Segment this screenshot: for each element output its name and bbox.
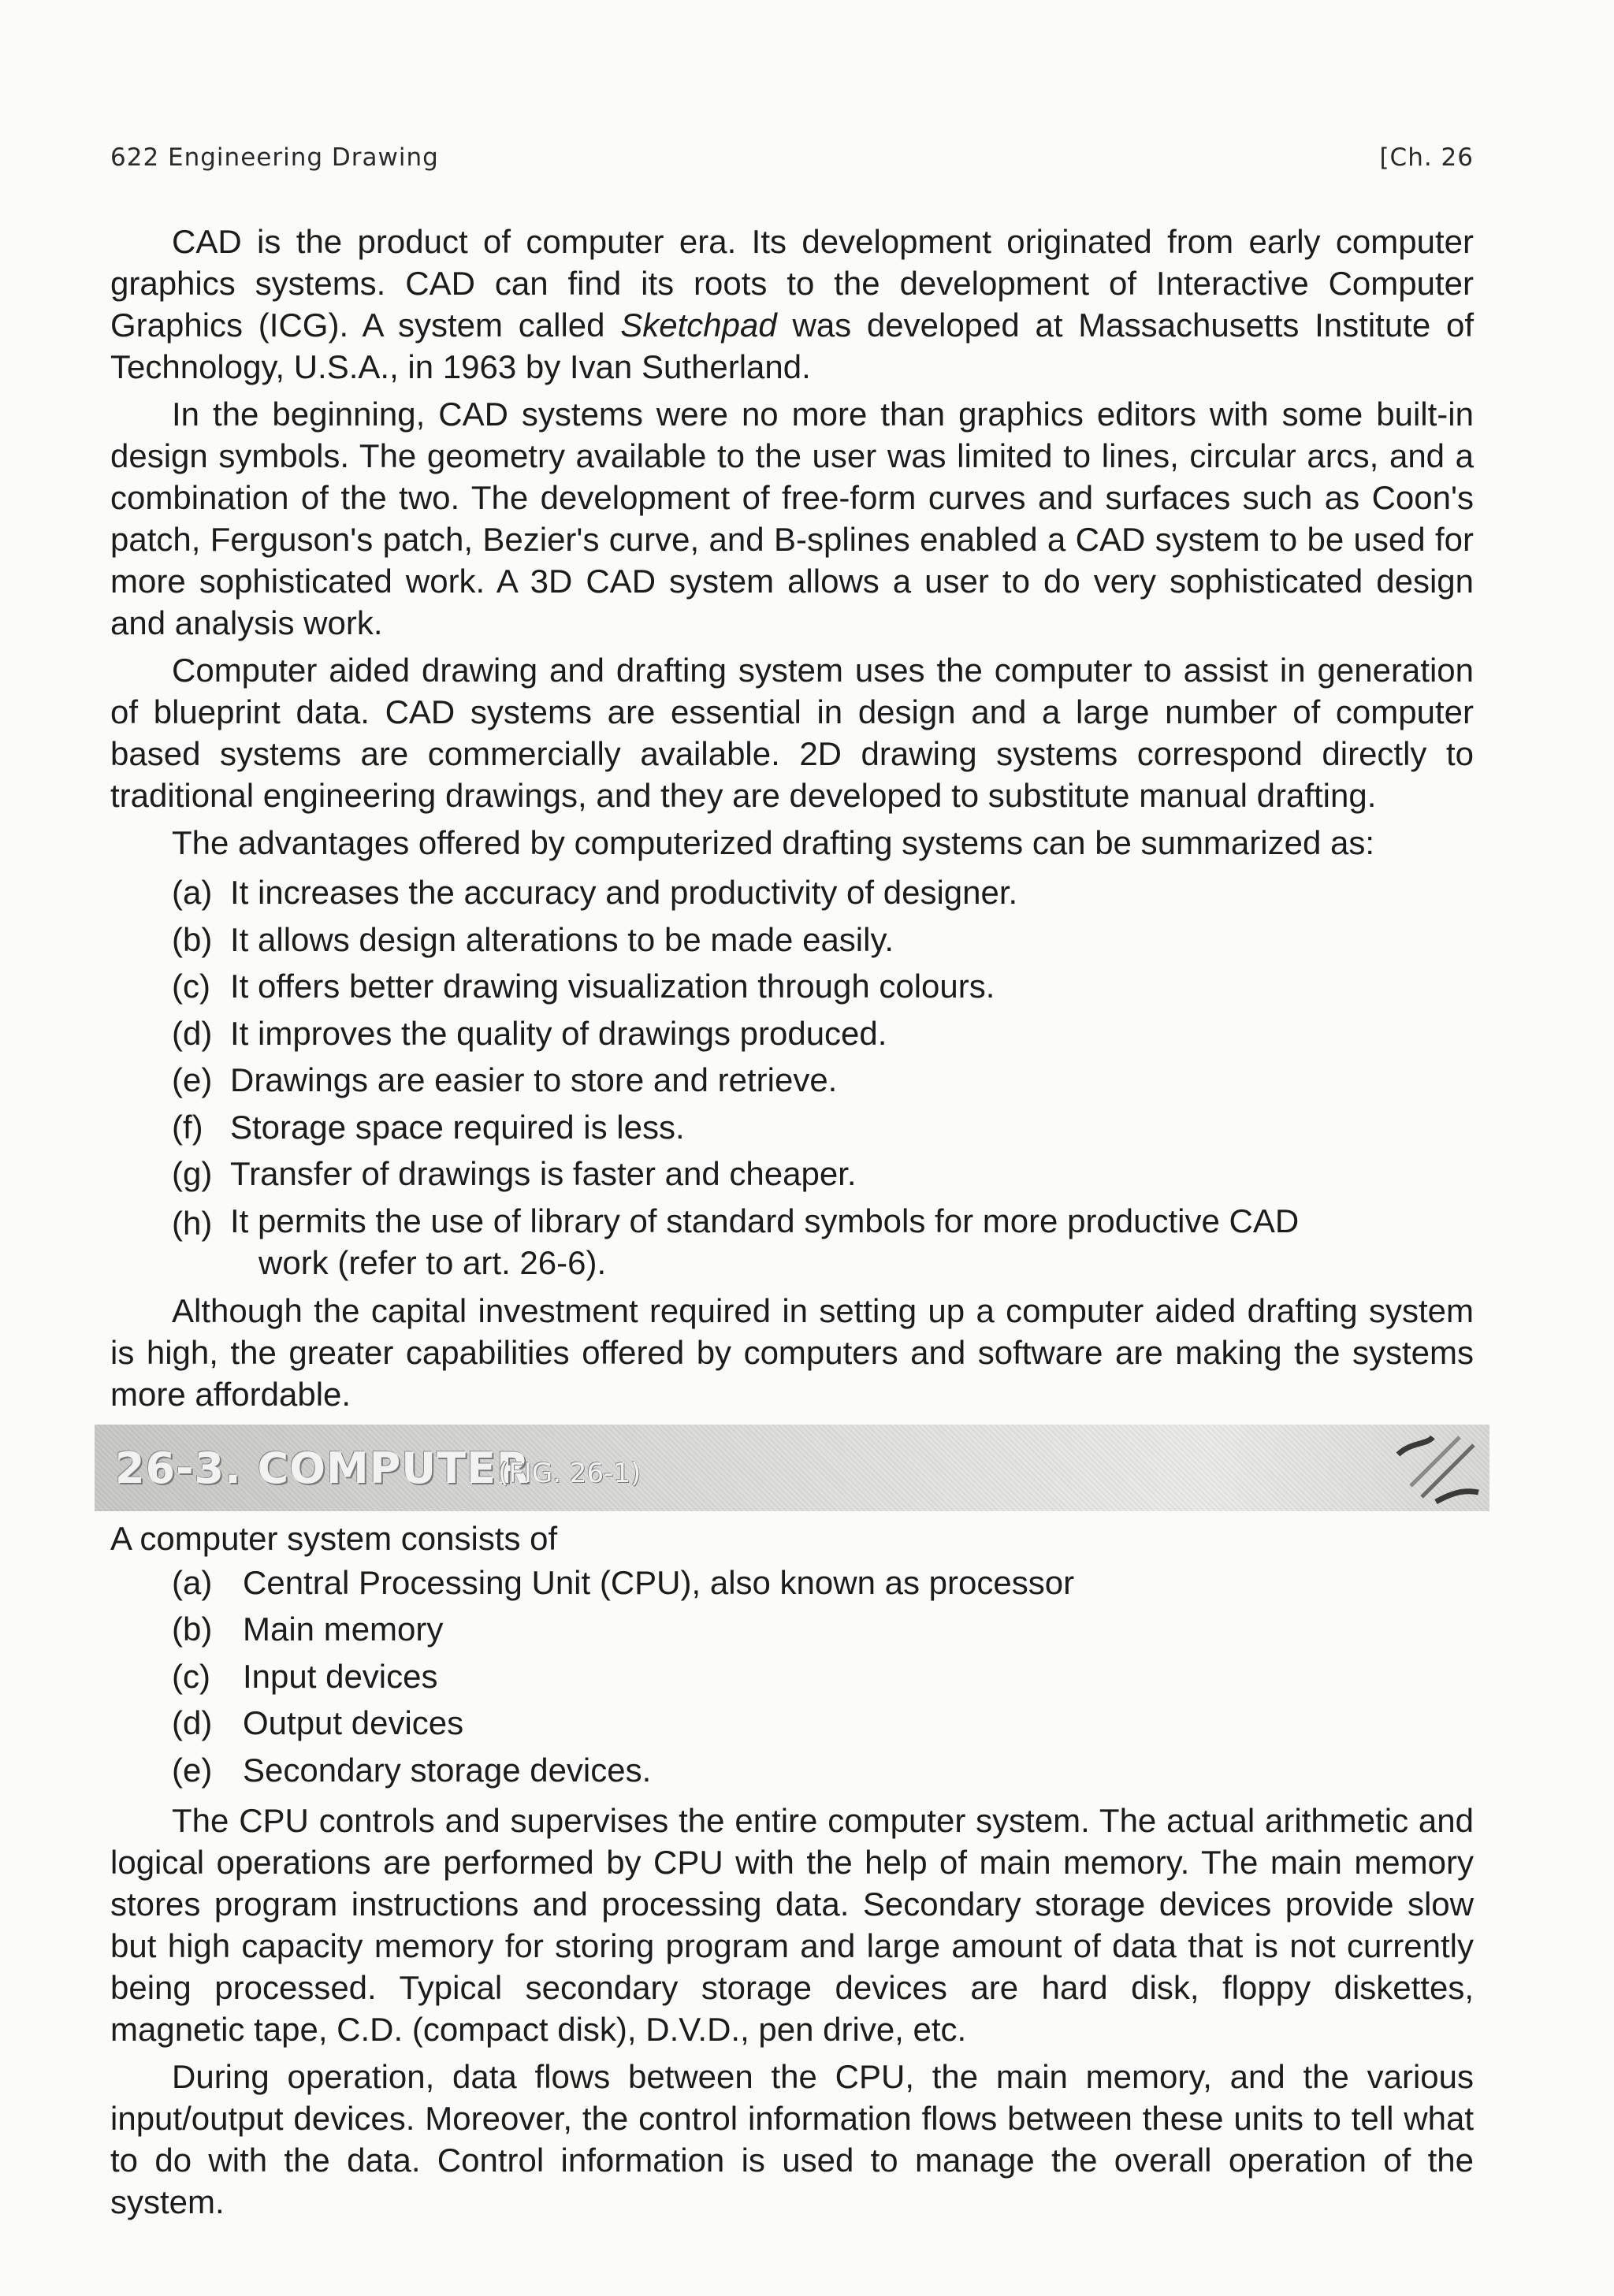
paragraph-cpu: The CPU controls and supervises the entire computer system. The actual arithmetic and logical operations are performed by CPU with the help of main memory. The main memory stores program instructions and processing data. Secondary storage devices provide slow but high capacity memory for storing program and large amount of data that is not currently being processed. Typical secondary storage devices are hard disk, floppy diskettes, magnetic tape, C.D. (compact disk), D.V.D., pen drive, etc. <box>110 1802 1474 2048</box>
page-number-title: 622 Engineering Drawing <box>110 143 439 172</box>
list-item <box>110 1653 1474 1700</box>
list-marker: (b) <box>172 1611 213 1648</box>
list-item-text: It offers better drawing visualization through colours. <box>230 968 995 1005</box>
list-marker: (d) <box>172 1014 213 1052</box>
paragraph-cad-origin <box>110 221 1474 388</box>
paragraph-data-flow: During operation, data flows between the CPU, the main memory, and the various input/output devices. Moreover, the control information flows between these units to tell what to do with the data. Control information is used to manage the overall operation of the system. <box>110 2058 1474 2220</box>
list-item-text: Secondary storage devices. <box>243 1751 652 1789</box>
list-item <box>110 1057 1474 1104</box>
list-item-text: Main memory <box>243 1611 444 1648</box>
paragraph-text: was developed at Massachusetts Institute of Technology, U.S.A., in 1963 by Ivan Sutherland. <box>110 307 1474 385</box>
list-marker: (c) <box>172 1657 210 1695</box>
list-marker: (a) <box>172 874 213 911</box>
list-item <box>110 1010 1474 1057</box>
list-item-text: Output devices <box>243 1704 464 1741</box>
list-item-text: Transfer of drawings is faster and cheaper. <box>230 1155 857 1192</box>
list-item-continuation: work (refer to art. 26-6). <box>258 1243 607 1281</box>
figure-reference: (FIG. 26-1) <box>498 1457 642 1489</box>
list-item-text: It improves the quality of drawings produced. <box>230 1014 887 1052</box>
list-item <box>110 1606 1474 1653</box>
list-item <box>110 1700 1474 1747</box>
list-item-text: Central Processing Unit (CPU), also known as processor <box>243 1563 1075 1601</box>
list-item <box>110 1559 1474 1607</box>
list-marker: (c) <box>172 968 210 1005</box>
paragraph-advantages-intro: The advantages offered by computerized drafting systems can be summarized as: <box>172 824 1375 861</box>
list-item-text: Storage space required is less. <box>230 1108 685 1146</box>
list-marker: (a) <box>172 1563 213 1601</box>
list-marker: (e) <box>172 1751 213 1789</box>
list-marker: (f) <box>172 1108 203 1146</box>
chapter-label: [Ch. 26 <box>1379 143 1474 172</box>
list-marker: (h) <box>172 1204 213 1242</box>
list-item <box>110 1198 1474 1284</box>
list-item <box>110 1747 1474 1794</box>
list-marker: (b) <box>172 920 213 958</box>
paragraph-investment: Although the capital investment required in setting up a computer aided drafting system is high, the greater capabilities offered by computers and software are making the systems more affordable. <box>110 1291 1474 1413</box>
list-item-text: It increases the accuracy and productivity of designer. <box>230 874 1018 911</box>
list-item <box>110 916 1474 964</box>
list-item <box>110 963 1474 1010</box>
section-heading: 26-3. COMPUTER <box>115 1443 530 1493</box>
list-item <box>110 1104 1474 1151</box>
components-list <box>110 1559 1474 1794</box>
section-heading-band <box>95 1425 1489 1511</box>
list-item-text: Input devices <box>243 1657 438 1695</box>
computer-system-intro: A computer system consists of <box>110 1519 558 1557</box>
list-item-text <box>230 1198 1474 1284</box>
list-marker: (d) <box>172 1704 213 1741</box>
list-item-text: It allows design alterations to be made easily. <box>230 920 894 958</box>
list-marker: (e) <box>172 1061 213 1098</box>
list-item <box>110 1150 1474 1198</box>
decorative-slash-icon <box>1387 1431 1482 1507</box>
list-marker: (g) <box>172 1155 213 1192</box>
body-text <box>110 221 1474 2228</box>
sketchpad-term: Sketchpad <box>620 307 777 344</box>
paragraph-cad-history: In the beginning, CAD systems were no more than graphics editors with some built-in design symbols. The geometry available to the user was limited to lines, circular arcs, and a combination of the two. The development of free-form curves and surfaces such as Coon's patch, Ferguson's patch, Bezier's curve, and B-splines enabled a CAD system to be used for more sophisticated work. A 3D CAD system allows a user to do very sophisticated design and analysis work. <box>110 396 1474 641</box>
list-item-text: Drawings are easier to store and retrieve. <box>230 1061 838 1098</box>
running-head <box>110 143 1474 191</box>
paragraph-drafting-systems: Computer aided drawing and drafting system uses the computer to assist in generation of blueprint data. CAD systems are essential in design and a large number of computer based systems are commercially available. 2D drawing systems correspond directly to traditional engineering drawings, and they are developed to substitute manual drafting. <box>110 652 1474 814</box>
list-item-line: It permits the use of library of standard symbols for more productive CAD <box>230 1202 1300 1239</box>
paragraph-text: CAD is the product of computer era. Its development originated from early computer graphics systems. CAD can find its roots to the development of Interactive Computer Graphics (ICG). A system called <box>110 223 1474 344</box>
list-item <box>110 869 1474 916</box>
advantages-list <box>110 869 1474 1284</box>
